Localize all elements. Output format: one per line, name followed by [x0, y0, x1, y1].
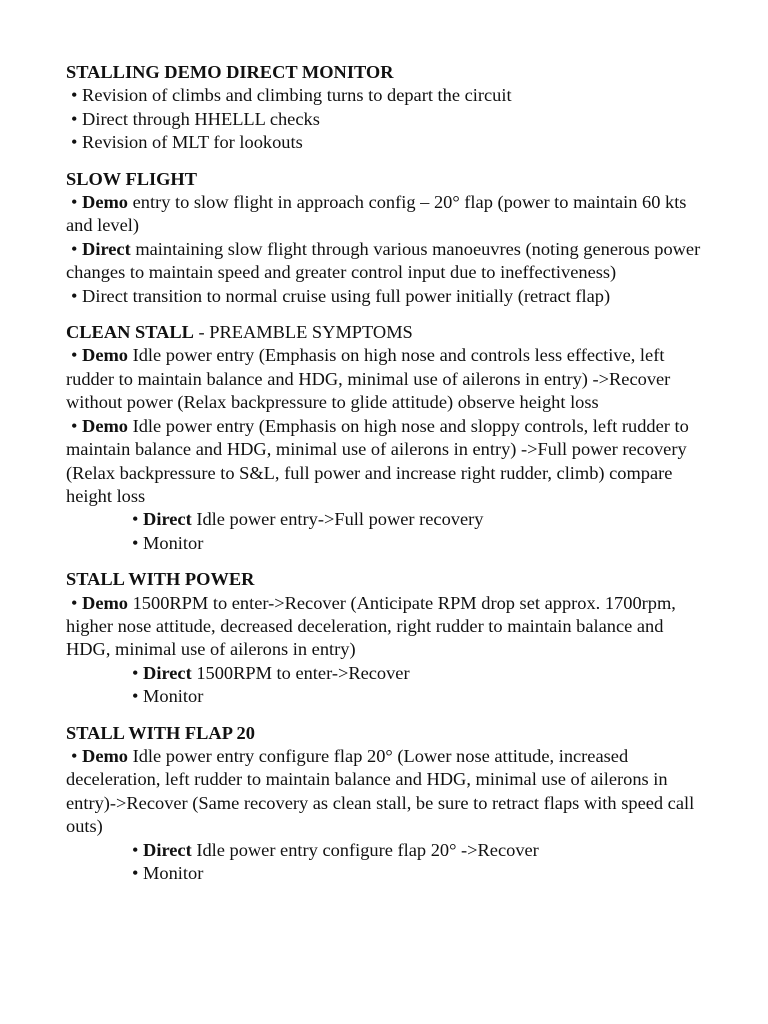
bullet-text: Idle power entry (Emphasis on high nose and sloppy controls, left rudder to maintain balance and HDG, minimal use of ailerons in entry) ->Full power recovery (Relax backpressure to S&L, full power and increase right rudder, climb) compare height loss	[66, 415, 689, 506]
bullet-item: • Direct maintaining slow flight through various manoeuvres (noting generous power changes to maintain speed and greater control input due to ineffectiveness)	[66, 238, 701, 283]
bullet-bold-label: Demo	[82, 592, 129, 613]
sub-bullet-item: • Direct 1500RPM to enter->Recover	[132, 662, 410, 683]
bullet-bold-label: Direct	[143, 509, 192, 530]
section-heading-text: CLEAN STALL	[66, 322, 194, 343]
bullet-text: Idle power entry->Full power recovery	[191, 509, 484, 530]
bullet-bold-label: Direct	[82, 238, 131, 259]
bullet-text: Monitor	[143, 532, 204, 553]
bullet-text: Idle power entry (Emphasis on high nose and controls less effective, left rudder to maintain balance and HDG, minimal use of ailerons in entry) ->Recover without power (Relax backpressure to glide attitude) observe height loss	[66, 345, 671, 413]
section-slow-flight	[66, 168, 706, 308]
section-heading	[66, 321, 706, 344]
sub-bullet-item: • Direct Idle power entry->Full power recovery	[132, 509, 484, 530]
bullet-text: Revision of MLT for lookouts	[82, 132, 303, 153]
bullet-text: Idle power entry configure flap 20° (Lower nose attitude, increased deceleration, left rudder to maintain balance and HDG, minimal use of ailerons in entry)->Recover (Same recovery as clean stall, be sure to retract flaps with speed call outs)	[66, 745, 695, 837]
section-stalling-demo	[66, 61, 706, 155]
section-heading: STALL WITH FLAP 20	[66, 722, 255, 743]
section-heading: STALLING DEMO DIRECT MONITOR	[66, 62, 394, 82]
bullet-item: • Demo Idle power entry (Emphasis on high nose and sloppy controls, left rudder to maintain balance and HDG, minimal use of ailerons in entry) ->Full power recovery (Relax backpressure to S&L, full power and increase right rudder, climb) compare height loss	[66, 415, 689, 506]
bullet-bold-label: Demo	[82, 415, 129, 436]
bullet-bold-label: Demo	[82, 192, 129, 213]
bullet-text: Direct transition to normal cruise using full power initially (retract flap)	[82, 285, 611, 306]
sub-bullet-item: • Monitor	[132, 532, 204, 553]
bullet-item: • Demo entry to slow flight in approach config – 20° flap (power to maintain 60 kts and level)	[66, 192, 687, 236]
bullet-item: • Direct through HHELLL checks	[71, 108, 320, 129]
sub-bullet-item: • Monitor	[132, 863, 204, 883]
bullet-text: Monitor	[143, 686, 204, 707]
bullet-item: • Revision of climbs and climbing turns to depart the circuit	[71, 85, 512, 106]
section-stall-with-flap	[66, 722, 706, 886]
bullet-text: Idle power entry configure flap 20° ->Recover	[191, 839, 539, 860]
sub-bullet-item: • Monitor	[132, 686, 204, 707]
document-body	[66, 61, 706, 898]
section-heading-suffix: - PREAMBLE SYMPTOMS	[193, 322, 413, 343]
section-heading: SLOW FLIGHT	[66, 168, 197, 189]
bullet-item: • Direct transition to normal cruise using full power initially (retract flap)	[71, 285, 611, 306]
bullet-bold-label: Direct	[143, 662, 192, 683]
bullet-text: 1500RPM to enter->Recover	[191, 662, 410, 683]
bullet-text: entry to slow flight in approach config – 20° flap (power to maintain 60 kts and level)	[66, 192, 687, 236]
bullet-bold-label: Direct	[143, 839, 192, 860]
bullet-text: Revision of climbs and climbing turns to depart the circuit	[82, 85, 512, 106]
bullet-item: • Demo 1500RPM to enter->Recover (Anticipate RPM drop set approx. 1700rpm, higher nose attitude, decreased deceleration, right rudder to maintain balance and HDG, minimal use of ailerons in entry)	[66, 592, 676, 660]
bullet-text: Monitor	[143, 863, 204, 883]
sub-bullet-item: • Direct Idle power entry configure flap 20° ->Recover	[132, 839, 539, 860]
bullet-text: Direct through HHELLL checks	[82, 108, 320, 129]
bullet-text: maintaining slow flight through various manoeuvres (noting generous power changes to maintain speed and greater control input due to ineffectiveness)	[66, 238, 701, 283]
bullet-bold-label: Demo	[82, 745, 129, 766]
section-clean-stall	[66, 321, 706, 555]
bullet-bold-label: Demo	[82, 345, 129, 366]
bullet-item: • Demo Idle power entry (Emphasis on high nose and controls less effective, left rudder to maintain balance and HDG, minimal use of ailerons in entry) ->Recover without power (Relax backpressure to glide attitude) observe height loss	[66, 345, 671, 413]
section-stall-with-power	[66, 568, 706, 708]
bullet-item: • Revision of MLT for lookouts	[71, 132, 303, 153]
bullet-item: • Demo Idle power entry configure flap 20° (Lower nose attitude, increased deceleration, left rudder to maintain balance and HDG, minimal use of ailerons in entry)->Recover (Same recovery as clean stall, be sure to retract flaps with speed call outs)	[66, 745, 695, 837]
section-heading: STALL WITH POWER	[66, 569, 255, 590]
bullet-text: 1500RPM to enter->Recover (Anticipate RPM drop set approx. 1700rpm, higher nose attitude, decreased deceleration, right rudder to maintain balance and HDG, minimal use of ailerons in entry)	[66, 592, 676, 660]
